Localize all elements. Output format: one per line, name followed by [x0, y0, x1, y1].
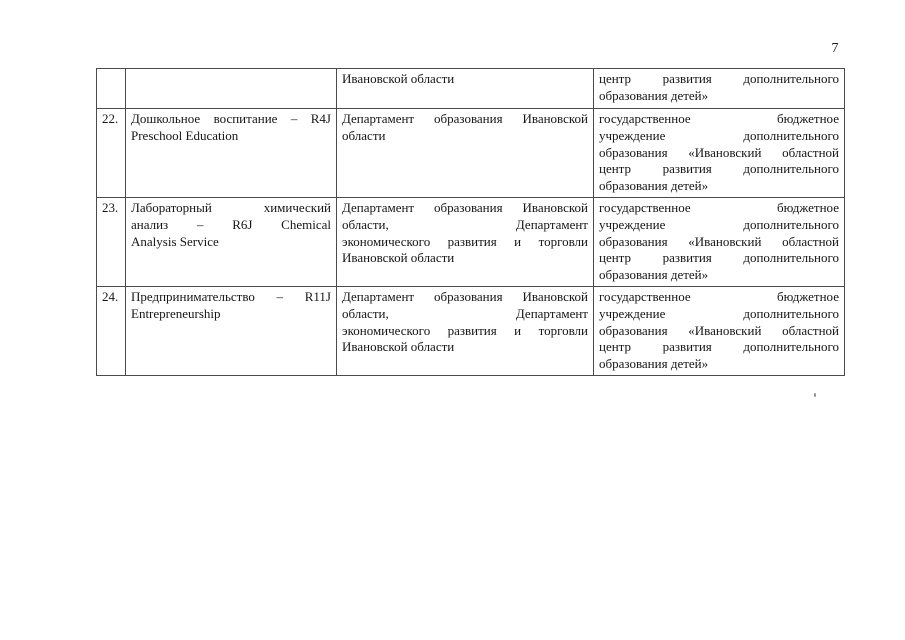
- row-number-cell: [97, 69, 126, 109]
- scan-artifact-speck: [814, 393, 816, 397]
- department-cell: Ивановской области: [337, 69, 594, 109]
- table-row: [97, 69, 845, 109]
- page-number: 7: [831, 41, 839, 56]
- table-row: [97, 197, 845, 286]
- department-cell: Департамент образования Ивановской области, Департамент экономического развития и торговли Ивановской области: [337, 197, 594, 286]
- row-number-cell: 22.: [97, 109, 126, 198]
- competency-cell: Дошкольное воспитание – R4J Preschool Education: [126, 109, 337, 198]
- department-cell: Департамент образования Ивановской области, Департамент экономического развития и торговли Ивановской области: [337, 286, 594, 375]
- institution-cell: государственное бюджетное учреждение дополнительного образования «Ивановский областной центр развития дополнительного образования детей»: [594, 197, 845, 286]
- table-row: [97, 286, 845, 375]
- department-cell: Департамент образования Ивановской области: [337, 109, 594, 198]
- institution-cell: государственное бюджетное учреждение дополнительного образования «Ивановский областной центр развития дополнительного образования детей»: [594, 109, 845, 198]
- competency-table: [96, 68, 845, 376]
- competency-cell: [126, 69, 337, 109]
- table-row: [97, 109, 845, 198]
- competency-cell: Предпринимательство – R11J Entrepreneurship: [126, 286, 337, 375]
- institution-cell: государственное бюджетное учреждение дополнительного образования «Ивановский областной центр развития дополнительного образования детей»: [594, 286, 845, 375]
- institution-cell: центр развития дополнительного образования детей»: [594, 69, 845, 109]
- competency-cell: Лабораторный химический анализ – R6J Chemical Analysis Service: [126, 197, 337, 286]
- row-number-cell: 23.: [97, 197, 126, 286]
- row-number-cell: 24.: [97, 286, 126, 375]
